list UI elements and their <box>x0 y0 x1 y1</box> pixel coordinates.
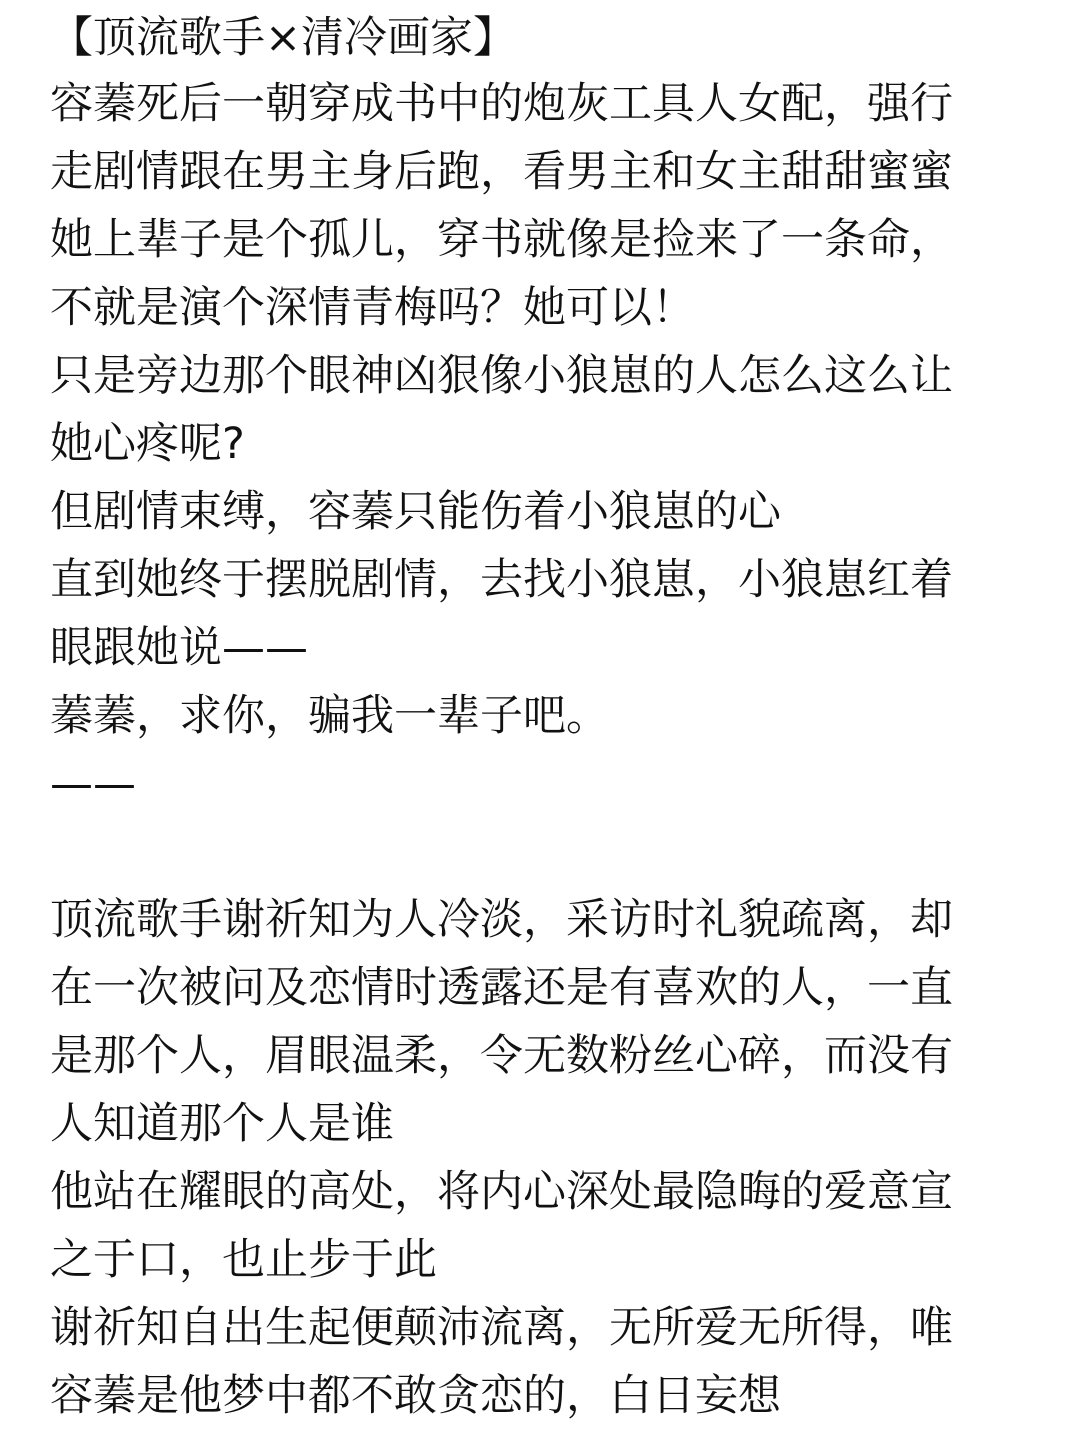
text-line: 他站在耀眼的高处，将内心深处最隐晦的爱意宣 <box>50 1167 953 1217</box>
text-line: 人知道那个人是谁 <box>50 1099 394 1149</box>
text-line: 只是旁边那个眼神凶狠像小狼崽的人怎么这么让 <box>50 351 953 401</box>
text-line: 蓁蓁，求你，骗我一辈子吧。 <box>50 691 609 741</box>
text-line: 不就是演个深情青梅吗？她可以！ <box>50 283 695 333</box>
text-line: 容蓁是他梦中都不敢贪恋的，白日妄想 <box>50 1371 781 1421</box>
text-line: 但剧情束缚，容蓁只能伤着小狼崽的心 <box>50 487 781 537</box>
text-line: 顶流歌手谢祈知为人冷淡，采访时礼貌疏离，却 <box>50 895 953 945</box>
text-line: 是那个人，眉眼温柔，令无数粉丝心碎，而没有 <box>50 1031 953 1081</box>
blank-line <box>50 818 1040 886</box>
text-line: 容蓁死后一朝穿成书中的炮灰工具人女配，强行 <box>50 79 953 129</box>
text-line: 眼跟她说—— <box>50 623 308 673</box>
text-line: 她心疼呢? <box>50 419 245 469</box>
text-line: 走剧情跟在男主身后跑，看男主和女主甜甜蜜蜜 <box>50 147 953 197</box>
title-line: 【顶流歌手×清冷画家】 <box>50 13 517 63</box>
text-line: 在一次被问及恋情时透露还是有喜欢的人，一直 <box>50 963 953 1013</box>
text-line: 之于口，也止步于此 <box>50 1235 437 1285</box>
separator-line: —— <box>50 759 136 809</box>
text-lines <box>50 0 1040 1430</box>
text-line: 她上辈子是个孤儿，穿书就像是捡来了一条命， <box>50 215 953 265</box>
text-line: 直到她终于摆脱剧情，去找小狼崽，小狼崽红着 <box>50 555 953 605</box>
text-line: 谢祈知自出生起便颠沛流离，无所爱无所得，唯 <box>50 1303 953 1353</box>
